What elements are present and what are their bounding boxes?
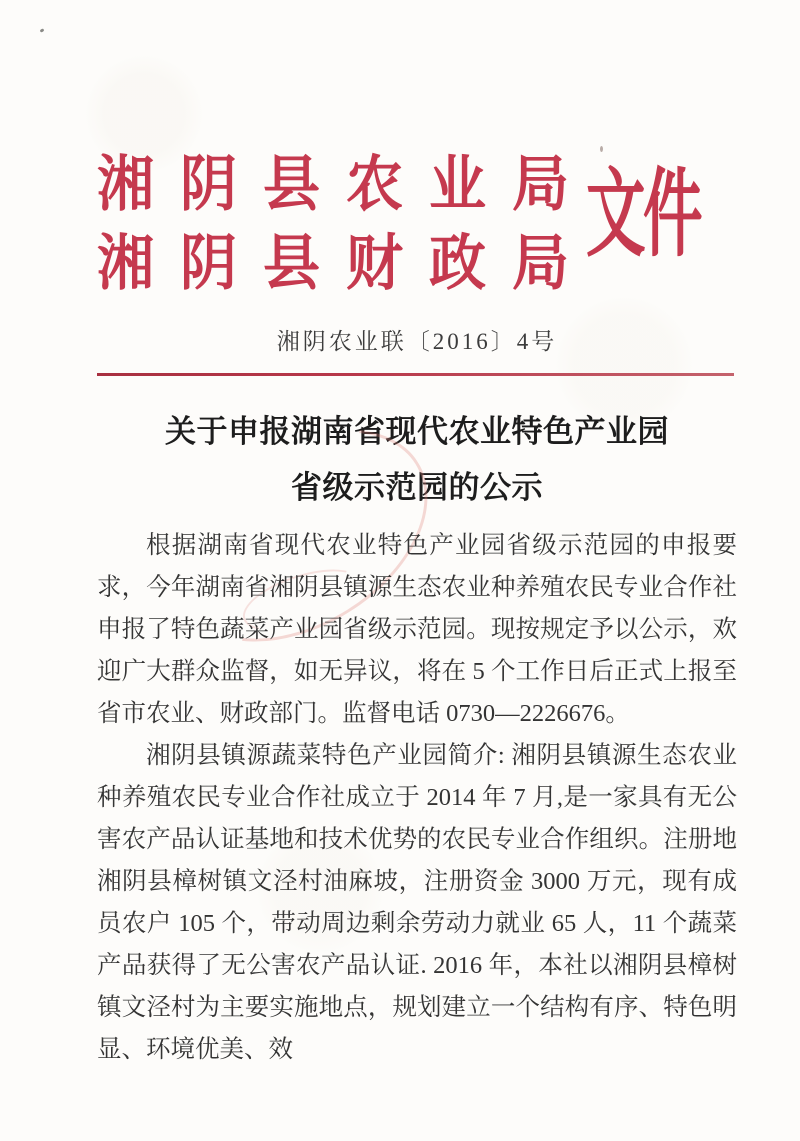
title-line2: 省级示范园的公示 xyxy=(291,470,543,505)
title-line1: 关于申报湖南省现代农业特色产业园 xyxy=(165,414,669,449)
body-paragraph: 湘阴县镇源蔬菜特色产业园简介: 湘阴县镇源生态农业种养殖农民专业合作社成立于 2014 年 7 月,是一家具有无公害农产品认证基地和技术优势的农民专业合作组织。注册地湘阴县樟树镇文泾村油麻坡，注册资金 3000 万元，现有成员农户 105 个，带动周边剩余劳动力就业 65 人，11 个蔬菜产品获得了无公害农产品认证. 2016 年，本社以湘阴县樟树镇文泾村为主要实施地点，规划建立一个结构有序、特色明显、环境优美、效 xyxy=(97,742,737,1063)
document-header xyxy=(97,143,595,301)
body-paragraph: 根据湖南省现代农业特色产业园省级示范园的申报要求，今年湖南省湘阴县镇源生态农业种养殖农民专业合作社申报了特色蔬菜产业园省级示范园。现按规定予以公示，欢迎广大群众监督，如无异议，将在 5 个工作日后正式上报至省市农业、财政部门。监督电话 0730—2226676。 xyxy=(97,532,737,727)
scan-speck xyxy=(600,146,603,152)
document-number: 湘阴农业联〔2016〕4号 xyxy=(276,329,558,354)
doc-type-word: 文件 xyxy=(586,161,701,268)
document-title xyxy=(97,411,737,509)
agency-name-line2: 湘阴县财政局 xyxy=(97,230,595,298)
document-body xyxy=(97,525,737,1071)
red-divider-rule xyxy=(97,373,734,376)
scan-speck xyxy=(40,28,45,33)
agency-name-line1: 湘阴县农业局 xyxy=(97,151,595,219)
